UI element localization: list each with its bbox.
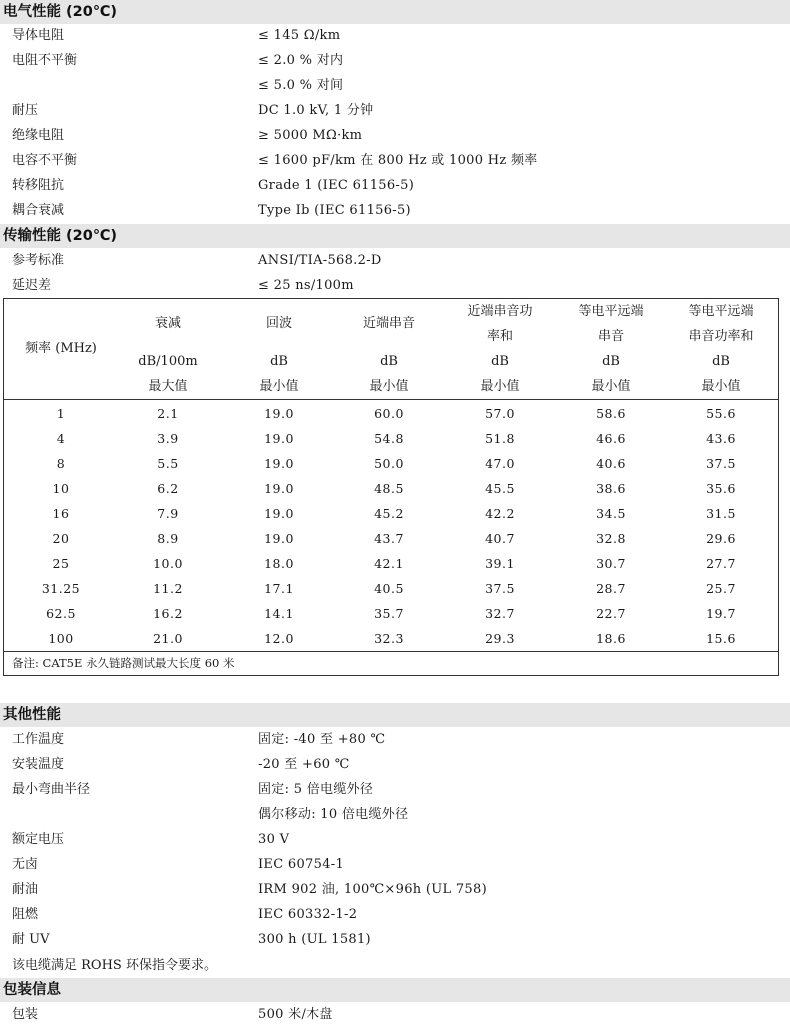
property-label: 阻燃 [12,907,39,922]
property-value: IRM 902 油, 100℃×96h (UL 758) [258,882,487,897]
value-cell: 50.0 [374,456,404,471]
frequency-cell: 25 [52,556,70,571]
property-label: 最小弯曲半径 [12,782,91,797]
value-cell: 29.6 [706,531,736,546]
value-cell: 47.0 [485,456,515,471]
property-value: 固定: -40 至 +80 ℃ [258,732,386,747]
property-label: 耐油 [12,882,39,897]
value-cell: 39.1 [485,556,515,571]
value-cell: 45.2 [374,506,404,521]
property-value: ≤ 25 ns/100m [258,278,354,293]
value-cell: 48.5 [374,481,404,496]
frequency-cell: 10 [52,481,70,496]
property-value: IEC 60332-1-2 [258,907,358,922]
value-cell: 2.1 [157,406,179,421]
property-label: 额定电压 [12,832,65,847]
value-cell: 27.7 [706,556,736,571]
property-value: IEC 60754-1 [258,857,345,872]
value-cell: 12.0 [264,631,294,646]
frequency-cell: 62.5 [46,606,76,621]
property-row [0,198,790,223]
property-value: 固定: 5 倍电缆外径 [258,782,374,797]
column-header-name: 等电平远端 [578,304,644,319]
column-header-frequency: 频率 (MHz) [25,341,97,356]
property-label: 安装温度 [12,757,65,772]
value-cell: 7.9 [157,506,179,521]
value-cell: 46.6 [596,431,626,446]
property-label: 耐 UV [12,932,50,947]
value-cell: 42.2 [485,506,515,521]
property-value: ≤ 145 Ω/km [258,28,341,43]
value-cell: 16.2 [153,606,183,621]
property-label: 无卤 [12,857,39,872]
value-cell: 18.6 [596,631,626,646]
value-cell: 57.0 [485,406,515,421]
property-label: 转移阻抗 [12,178,65,193]
value-cell: 18.0 [264,556,294,571]
value-cell: 37.5 [706,456,736,471]
column-header-unit: dB [712,354,730,369]
value-cell: 19.0 [264,506,294,521]
section-header-electrical: 电气性能 (20℃) [0,0,790,24]
property-value: ≤ 5.0 % 对间 [258,78,344,93]
property-row [0,802,790,827]
property-label: 参考标准 [12,253,65,268]
header-divider [4,399,778,400]
value-cell: 43.7 [374,531,404,546]
column-header-limit: 最小值 [701,379,741,394]
value-cell: 19.0 [264,431,294,446]
property-label: 工作温度 [12,732,65,747]
compliance-row [0,953,790,978]
property-row [0,98,790,123]
property-label: 耦合衰减 [12,203,65,218]
property-row [0,173,790,198]
property-value: ≥ 5000 MΩ·km [258,128,363,143]
value-cell: 14.1 [264,606,294,621]
value-cell: 42.1 [374,556,404,571]
frequency-cell: 100 [48,631,74,646]
column-header-limit: 最小值 [259,379,299,394]
value-cell: 19.0 [264,456,294,471]
value-cell: 19.0 [264,406,294,421]
property-row [0,23,790,48]
property-value: ≤ 2.0 % 对内 [258,53,344,68]
section-header-packaging: 包装信息 [0,978,790,1002]
property-label: 耐压 [12,103,39,118]
column-header-name: 等电平远端 [688,304,754,319]
value-cell: 19.0 [264,531,294,546]
value-cell: 32.3 [374,631,404,646]
column-header-unit: dB [491,354,509,369]
column-header-unit: dB [602,354,620,369]
value-cell: 15.6 [706,631,736,646]
column-header-name: 近端串音功 [467,304,533,319]
property-value: DC 1.0 kV, 1 分钟 [258,103,374,118]
value-cell: 22.7 [596,606,626,621]
column-header-name: 串音 [597,329,624,344]
property-value: 500 米/木盘 [258,1007,333,1022]
frequency-cell: 1 [56,406,66,421]
column-header-name: 回波 [265,316,292,331]
property-row [0,73,790,98]
column-header-name: 衰减 [154,316,181,331]
property-row [0,902,790,927]
property-label: 延迟差 [12,278,52,293]
value-cell: 43.6 [706,431,736,446]
value-cell: 10.0 [153,556,183,571]
frequency-cell: 16 [52,506,70,521]
property-label: 包装 [12,1007,39,1022]
column-header-name: 近端串音 [362,316,415,331]
transmission-performance-table [3,298,779,676]
section-header-transmission: 传输性能 (20℃) [0,224,790,248]
value-cell: 60.0 [374,406,404,421]
value-cell: 58.6 [596,406,626,421]
value-cell: 55.6 [706,406,736,421]
property-row [0,777,790,802]
property-row [0,927,790,952]
column-header-unit: dB [380,354,398,369]
value-cell: 31.5 [706,506,736,521]
value-cell: 32.8 [596,531,626,546]
value-cell: 34.5 [596,506,626,521]
value-cell: 6.2 [157,481,179,496]
value-cell: 28.7 [596,581,626,596]
value-cell: 40.7 [485,531,515,546]
property-row [0,123,790,148]
property-label: 电阻不平衡 [12,53,78,68]
column-header-unit: dB [270,354,288,369]
value-cell: 40.6 [596,456,626,471]
value-cell: 21.0 [153,631,183,646]
value-cell: 17.1 [264,581,294,596]
property-label: 电容不平衡 [12,153,78,168]
property-row [0,827,790,852]
value-cell: 30.7 [596,556,626,571]
property-row [0,852,790,877]
value-cell: 19.7 [706,606,736,621]
column-header-name: 串音功率和 [688,329,754,344]
value-cell: 35.6 [706,481,736,496]
value-cell: 32.7 [485,606,515,621]
value-cell: 51.8 [485,431,515,446]
value-cell: 35.7 [374,606,404,621]
compliance-text: 该电缆满足 ROHS 环保指令要求。 [12,958,217,973]
value-cell: 5.5 [157,456,179,471]
property-value: -20 至 +60 ℃ [258,757,350,772]
property-value: 300 h (UL 1581) [258,932,371,947]
property-row [0,248,790,273]
column-header-limit: 最小值 [369,379,409,394]
value-cell: 29.3 [485,631,515,646]
property-value: Grade 1 (IEC 61156-5) [258,178,415,193]
property-value: ANSI/TIA-568.2-D [258,253,382,268]
property-value: Type Ib (IEC 61156-5) [258,203,411,218]
property-row [0,273,790,298]
property-value: 30 V [258,832,290,847]
property-row [0,727,790,752]
property-label: 导体电阻 [12,28,65,43]
property-value: ≤ 1600 pF/km 在 800 Hz 或 1000 Hz 频率 [258,153,538,168]
value-cell: 40.5 [374,581,404,596]
frequency-cell: 8 [56,456,66,471]
frequency-cell: 4 [56,431,66,446]
column-header-limit: 最小值 [591,379,631,394]
section-header-other: 其他性能 [0,703,790,727]
frequency-cell: 31.25 [41,581,81,596]
column-header-unit: dB/100m [138,354,198,369]
property-row [0,148,790,173]
value-cell: 3.9 [157,431,179,446]
column-header-limit: 最小值 [480,379,520,394]
frequency-cell: 20 [52,531,70,546]
value-cell: 45.5 [485,481,515,496]
value-cell: 54.8 [374,431,404,446]
property-value: 偶尔移动: 10 倍电缆外径 [258,807,409,822]
value-cell: 11.2 [153,581,183,596]
value-cell: 25.7 [706,581,736,596]
value-cell: 38.6 [596,481,626,496]
value-cell: 19.0 [264,481,294,496]
property-row [0,752,790,777]
column-header-name: 率和 [486,329,513,344]
property-row [0,1002,790,1027]
property-row [0,48,790,73]
value-cell: 37.5 [485,581,515,596]
property-row [0,877,790,902]
table-note: 备注: CAT5E 永久链路测试最大长度 60 米 [12,656,235,670]
property-label: 绝缘电阻 [12,128,65,143]
value-cell: 8.9 [157,531,179,546]
column-header-limit: 最大值 [148,379,188,394]
